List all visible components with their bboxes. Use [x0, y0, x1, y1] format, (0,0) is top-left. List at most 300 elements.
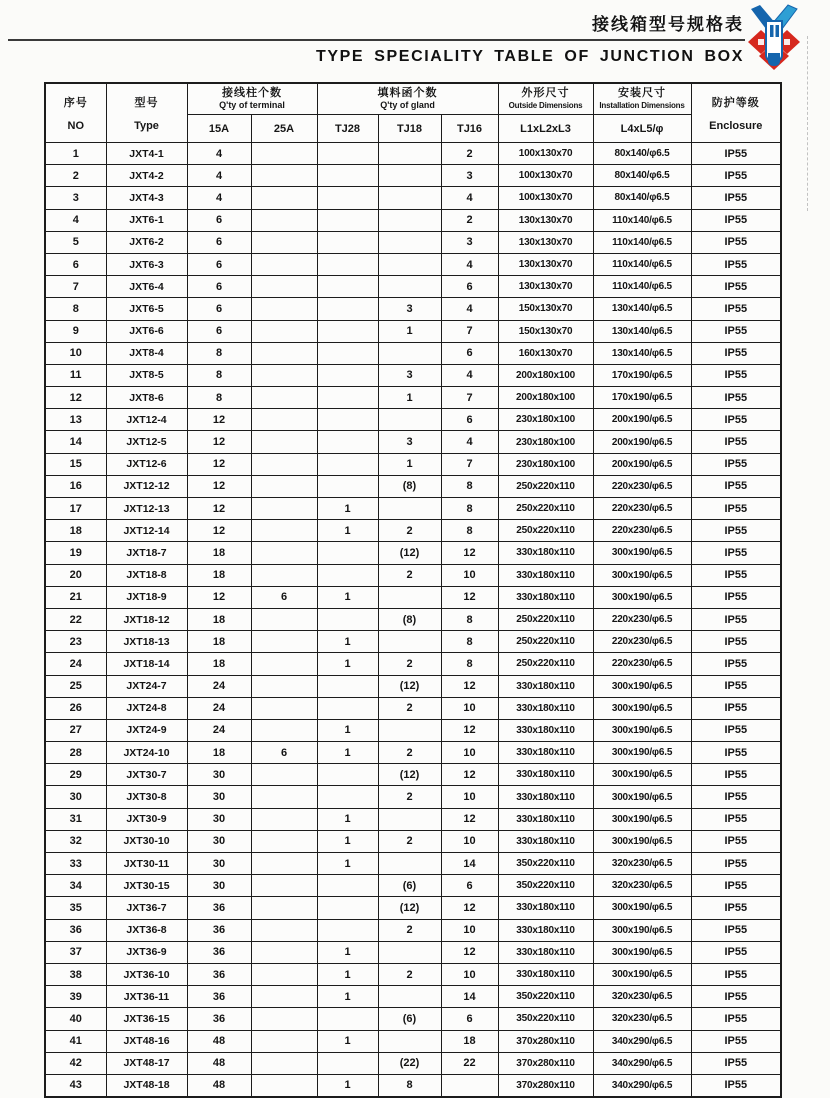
outside-dimensions-cell: 130x130x70 [498, 209, 593, 231]
outside-dimensions-cell: 330x180x110 [498, 586, 593, 608]
table-row [45, 631, 781, 653]
gland-tj16-cell: 3 [441, 165, 498, 187]
outside-dimensions-cell: 250x220x110 [498, 653, 593, 675]
gland-tj16-cell: 6 [441, 875, 498, 897]
gland-tj16-cell [441, 1074, 498, 1097]
gland-tj18-cell: (6) [378, 1008, 441, 1030]
outside-dimensions-cell: 250x220x110 [498, 475, 593, 497]
type-cell: JXT30-7 [106, 764, 187, 786]
outside-dimensions-cell: 330x180x110 [498, 897, 593, 919]
terminal-15a-cell: 30 [187, 875, 251, 897]
gland-tj28-cell [317, 697, 378, 719]
gland-tj18-cell: (8) [378, 475, 441, 497]
type-cell: JXT30-9 [106, 808, 187, 830]
gland-tj18-cell: 1 [378, 453, 441, 475]
installation-dimensions-cell: 220x230/φ6.5 [593, 520, 691, 542]
outside-dimensions-cell: 100x130x70 [498, 187, 593, 209]
installation-dimensions-cell: 80x140/φ6.5 [593, 187, 691, 209]
gland-tj16-cell: 14 [441, 986, 498, 1008]
gland-tj18-cell: 2 [378, 830, 441, 852]
row-number-cell: 42 [45, 1052, 106, 1074]
gland-tj18-cell: 3 [378, 431, 441, 453]
table-row [45, 542, 781, 564]
gland-tj28-cell: 1 [317, 719, 378, 741]
gland-tj28-cell: 1 [317, 941, 378, 963]
installation-dimensions-cell: 110x140/φ6.5 [593, 276, 691, 298]
gland-tj18-cell: 2 [378, 697, 441, 719]
header-gland-qty: 填料函个数 Q'ty of gland [317, 83, 498, 115]
terminal-15a-cell: 36 [187, 986, 251, 1008]
terminal-25a-cell [251, 808, 317, 830]
outside-dimensions-cell: 330x180x110 [498, 919, 593, 941]
gland-tj28-cell [317, 253, 378, 275]
terminal-25a-cell [251, 409, 317, 431]
installation-dimensions-cell: 300x190/φ6.5 [593, 941, 691, 963]
outside-dimensions-cell: 250x220x110 [498, 631, 593, 653]
table-row [45, 209, 781, 231]
enclosure-cell: IP55 [691, 1052, 781, 1074]
outside-dimensions-cell: 330x180x110 [498, 963, 593, 985]
terminal-15a-cell: 8 [187, 364, 251, 386]
terminal-25a-cell [251, 165, 317, 187]
outside-dimensions-cell: 200x180x100 [498, 364, 593, 386]
row-number-cell: 19 [45, 542, 106, 564]
type-cell: JXT48-17 [106, 1052, 187, 1074]
outside-dimensions-cell: 100x130x70 [498, 143, 593, 165]
terminal-25a-cell [251, 143, 317, 165]
enclosure-cell: IP55 [691, 475, 781, 497]
enclosure-cell: IP55 [691, 608, 781, 630]
type-cell: JXT4-3 [106, 187, 187, 209]
row-number-cell: 18 [45, 520, 106, 542]
header-installation-dimensions: 安装尺寸 Installation Dimensions [593, 83, 691, 115]
header-type: 型号 Type [106, 83, 187, 143]
gland-tj18-cell: 2 [378, 653, 441, 675]
terminal-15a-cell: 8 [187, 342, 251, 364]
terminal-15a-cell: 6 [187, 276, 251, 298]
installation-dimensions-cell: 130x140/φ6.5 [593, 342, 691, 364]
gland-tj16-cell: 12 [441, 897, 498, 919]
outside-dimensions-cell: 330x180x110 [498, 697, 593, 719]
installation-dimensions-cell: 220x230/φ6.5 [593, 608, 691, 630]
enclosure-cell: IP55 [691, 1074, 781, 1097]
outside-dimensions-cell: 130x130x70 [498, 231, 593, 253]
enclosure-cell: IP55 [691, 320, 781, 342]
installation-dimensions-cell: 340x290/φ6.5 [593, 1052, 691, 1074]
type-cell: JXT36-11 [106, 986, 187, 1008]
terminal-15a-cell: 12 [187, 475, 251, 497]
terminal-25a-cell [251, 675, 317, 697]
table-row [45, 919, 781, 941]
installation-dimensions-cell: 300x190/φ6.5 [593, 919, 691, 941]
gland-tj16-cell: 12 [441, 675, 498, 697]
type-cell: JXT36-9 [106, 941, 187, 963]
enclosure-cell: IP55 [691, 786, 781, 808]
gland-tj18-cell: 2 [378, 520, 441, 542]
gland-tj16-cell: 12 [441, 941, 498, 963]
outside-dimensions-cell: 100x130x70 [498, 165, 593, 187]
junction-box-spec-table [44, 82, 782, 1098]
row-number-cell: 14 [45, 431, 106, 453]
terminal-25a-cell: 6 [251, 586, 317, 608]
enclosure-cell: IP55 [691, 542, 781, 564]
gland-tj16-cell: 10 [441, 786, 498, 808]
outside-dimensions-cell: 250x220x110 [498, 520, 593, 542]
gland-tj18-cell [378, 941, 441, 963]
gland-tj16-cell: 8 [441, 608, 498, 630]
terminal-15a-cell: 30 [187, 853, 251, 875]
gland-tj18-cell [378, 631, 441, 653]
gland-tj16-cell: 22 [441, 1052, 498, 1074]
terminal-15a-cell: 6 [187, 298, 251, 320]
gland-tj18-cell: (12) [378, 897, 441, 919]
gland-tj28-cell [317, 564, 378, 586]
terminal-15a-cell: 12 [187, 453, 251, 475]
terminal-15a-cell: 30 [187, 830, 251, 852]
terminal-15a-cell: 12 [187, 586, 251, 608]
type-cell: JXT18-13 [106, 631, 187, 653]
type-cell: JXT18-14 [106, 653, 187, 675]
outside-dimensions-cell: 130x130x70 [498, 253, 593, 275]
installation-dimensions-cell: 320x230/φ6.5 [593, 875, 691, 897]
header-25a: 25A [251, 115, 317, 143]
gland-tj18-cell [378, 231, 441, 253]
table-row [45, 675, 781, 697]
table-row [45, 387, 781, 409]
table-row [45, 253, 781, 275]
type-cell: JXT6-6 [106, 320, 187, 342]
row-number-cell: 33 [45, 853, 106, 875]
gland-tj18-cell [378, 986, 441, 1008]
terminal-25a-cell [251, 542, 317, 564]
type-cell: JXT12-6 [106, 453, 187, 475]
installation-dimensions-cell: 220x230/φ6.5 [593, 631, 691, 653]
header-l4l5: L4xL5/φ [593, 115, 691, 143]
gland-tj28-cell: 1 [317, 808, 378, 830]
row-number-cell: 13 [45, 409, 106, 431]
terminal-15a-cell: 4 [187, 187, 251, 209]
table-row [45, 586, 781, 608]
gland-tj18-cell: 2 [378, 564, 441, 586]
row-number-cell: 30 [45, 786, 106, 808]
row-number-cell: 5 [45, 231, 106, 253]
gland-tj16-cell: 2 [441, 143, 498, 165]
gland-tj28-cell: 1 [317, 1074, 378, 1097]
enclosure-cell: IP55 [691, 342, 781, 364]
terminal-15a-cell: 24 [187, 719, 251, 741]
table-row [45, 342, 781, 364]
gland-tj16-cell: 10 [441, 697, 498, 719]
terminal-25a-cell [251, 364, 317, 386]
type-cell: JXT6-1 [106, 209, 187, 231]
type-cell: JXT30-10 [106, 830, 187, 852]
gland-tj18-cell: (22) [378, 1052, 441, 1074]
installation-dimensions-cell: 200x190/φ6.5 [593, 431, 691, 453]
gland-tj28-cell [317, 409, 378, 431]
gland-tj16-cell: 18 [441, 1030, 498, 1052]
installation-dimensions-cell: 320x230/φ6.5 [593, 853, 691, 875]
gland-tj28-cell: 1 [317, 498, 378, 520]
enclosure-cell: IP55 [691, 453, 781, 475]
table-row [45, 786, 781, 808]
type-cell: JXT8-6 [106, 387, 187, 409]
table-row [45, 1074, 781, 1097]
table-row [45, 1008, 781, 1030]
gland-tj28-cell [317, 298, 378, 320]
enclosure-cell: IP55 [691, 853, 781, 875]
page-title-cn: 接线箱型号规格表 [592, 15, 744, 34]
type-cell: JXT6-3 [106, 253, 187, 275]
table-row [45, 697, 781, 719]
gland-tj18-cell: (12) [378, 675, 441, 697]
type-cell: JXT4-2 [106, 165, 187, 187]
gland-tj28-cell [317, 143, 378, 165]
gland-tj16-cell: 6 [441, 342, 498, 364]
table-row [45, 608, 781, 630]
row-number-cell: 9 [45, 320, 106, 342]
row-number-cell: 20 [45, 564, 106, 586]
enclosure-cell: IP55 [691, 298, 781, 320]
enclosure-cell: IP55 [691, 830, 781, 852]
row-number-cell: 22 [45, 608, 106, 630]
gland-tj18-cell [378, 719, 441, 741]
fold-mark [807, 36, 808, 211]
enclosure-cell: IP55 [691, 653, 781, 675]
gland-tj18-cell: 1 [378, 320, 441, 342]
gland-tj18-cell [378, 143, 441, 165]
outside-dimensions-cell: 330x180x110 [498, 764, 593, 786]
gland-tj28-cell [317, 675, 378, 697]
terminal-25a-cell [251, 1008, 317, 1030]
gland-tj16-cell: 8 [441, 498, 498, 520]
gland-tj28-cell [317, 342, 378, 364]
outside-dimensions-cell: 230x180x100 [498, 453, 593, 475]
enclosure-cell: IP55 [691, 364, 781, 386]
gland-tj18-cell: (12) [378, 764, 441, 786]
row-number-cell: 15 [45, 453, 106, 475]
type-cell: JXT12-14 [106, 520, 187, 542]
gland-tj28-cell [317, 231, 378, 253]
gland-tj18-cell [378, 498, 441, 520]
row-number-cell: 4 [45, 209, 106, 231]
terminal-25a-cell [251, 697, 317, 719]
installation-dimensions-cell: 130x140/φ6.5 [593, 320, 691, 342]
row-number-cell: 40 [45, 1008, 106, 1030]
terminal-15a-cell: 24 [187, 697, 251, 719]
terminal-25a-cell [251, 253, 317, 275]
outside-dimensions-cell: 330x180x110 [498, 742, 593, 764]
enclosure-cell: IP55 [691, 387, 781, 409]
row-number-cell: 37 [45, 941, 106, 963]
gland-tj16-cell: 4 [441, 364, 498, 386]
row-number-cell: 7 [45, 276, 106, 298]
gland-tj28-cell: 1 [317, 830, 378, 852]
gland-tj18-cell [378, 409, 441, 431]
gland-tj28-cell: 1 [317, 963, 378, 985]
row-number-cell: 43 [45, 1074, 106, 1097]
table-row [45, 564, 781, 586]
outside-dimensions-cell: 370x280x110 [498, 1052, 593, 1074]
enclosure-cell: IP55 [691, 963, 781, 985]
gland-tj28-cell [317, 764, 378, 786]
terminal-15a-cell: 36 [187, 919, 251, 941]
type-cell: JXT12-5 [106, 431, 187, 453]
gland-tj28-cell [317, 786, 378, 808]
table-row [45, 1030, 781, 1052]
gland-tj28-cell [317, 897, 378, 919]
installation-dimensions-cell: 220x230/φ6.5 [593, 653, 691, 675]
gland-tj16-cell: 4 [441, 298, 498, 320]
terminal-15a-cell: 30 [187, 808, 251, 830]
type-cell: JXT12-12 [106, 475, 187, 497]
enclosure-cell: IP55 [691, 764, 781, 786]
installation-dimensions-cell: 110x140/φ6.5 [593, 209, 691, 231]
enclosure-cell: IP55 [691, 187, 781, 209]
gland-tj28-cell [317, 1052, 378, 1074]
gland-tj18-cell: (12) [378, 542, 441, 564]
installation-dimensions-cell: 170x190/φ6.5 [593, 387, 691, 409]
row-number-cell: 29 [45, 764, 106, 786]
gland-tj28-cell [317, 475, 378, 497]
header-terminal-qty: 接线柱个数 Q'ty of terminal [187, 83, 317, 115]
row-number-cell: 26 [45, 697, 106, 719]
gland-tj16-cell: 6 [441, 409, 498, 431]
gland-tj18-cell [378, 342, 441, 364]
terminal-15a-cell: 6 [187, 209, 251, 231]
installation-dimensions-cell: 170x190/φ6.5 [593, 364, 691, 386]
enclosure-cell: IP55 [691, 209, 781, 231]
enclosure-cell: IP55 [691, 276, 781, 298]
gland-tj16-cell: 12 [441, 808, 498, 830]
type-cell: JXT24-8 [106, 697, 187, 719]
row-number-cell: 34 [45, 875, 106, 897]
terminal-15a-cell: 6 [187, 231, 251, 253]
table-row [45, 764, 781, 786]
row-number-cell: 38 [45, 963, 106, 985]
gland-tj18-cell [378, 165, 441, 187]
table-row [45, 830, 781, 852]
enclosure-cell: IP55 [691, 675, 781, 697]
table-row [45, 453, 781, 475]
terminal-15a-cell: 12 [187, 520, 251, 542]
table-row [45, 475, 781, 497]
table-row [45, 986, 781, 1008]
outside-dimensions-cell: 130x130x70 [498, 276, 593, 298]
terminal-25a-cell [251, 875, 317, 897]
outside-dimensions-cell: 150x130x70 [498, 320, 593, 342]
gland-tj28-cell [317, 387, 378, 409]
type-cell: JXT24-9 [106, 719, 187, 741]
gland-tj16-cell: 8 [441, 631, 498, 653]
type-cell: JXT6-5 [106, 298, 187, 320]
terminal-25a-cell [251, 498, 317, 520]
gland-tj18-cell: 2 [378, 963, 441, 985]
gland-tj28-cell: 1 [317, 986, 378, 1008]
terminal-15a-cell: 48 [187, 1074, 251, 1097]
gland-tj16-cell: 10 [441, 830, 498, 852]
installation-dimensions-cell: 300x190/φ6.5 [593, 963, 691, 985]
gland-tj28-cell [317, 320, 378, 342]
gland-tj28-cell [317, 187, 378, 209]
type-cell: JXT24-7 [106, 675, 187, 697]
type-cell: JXT36-8 [106, 919, 187, 941]
header-no: 序号 NO [45, 83, 106, 143]
type-cell: JXT30-11 [106, 853, 187, 875]
terminal-25a-cell [251, 608, 317, 630]
terminal-25a-cell [251, 453, 317, 475]
gland-tj28-cell [317, 608, 378, 630]
terminal-25a-cell [251, 719, 317, 741]
terminal-25a-cell [251, 764, 317, 786]
row-number-cell: 17 [45, 498, 106, 520]
enclosure-cell: IP55 [691, 631, 781, 653]
terminal-15a-cell: 6 [187, 320, 251, 342]
enclosure-cell: IP55 [691, 564, 781, 586]
enclosure-cell: IP55 [691, 409, 781, 431]
header-15a: 15A [187, 115, 251, 143]
enclosure-cell: IP55 [691, 897, 781, 919]
gland-tj16-cell: 10 [441, 919, 498, 941]
row-number-cell: 27 [45, 719, 106, 741]
gland-tj16-cell: 4 [441, 253, 498, 275]
enclosure-cell: IP55 [691, 719, 781, 741]
terminal-25a-cell: 6 [251, 742, 317, 764]
table-row [45, 298, 781, 320]
enclosure-cell: IP55 [691, 808, 781, 830]
enclosure-cell: IP55 [691, 941, 781, 963]
gland-tj16-cell: 12 [441, 764, 498, 786]
gland-tj16-cell: 6 [441, 276, 498, 298]
table-row [45, 320, 781, 342]
table-row [45, 498, 781, 520]
row-number-cell: 36 [45, 919, 106, 941]
enclosure-cell: IP55 [691, 143, 781, 165]
header-outside-dimensions: 外形尺寸 Outside Dimensions [498, 83, 593, 115]
enclosure-cell: IP55 [691, 231, 781, 253]
gland-tj16-cell: 8 [441, 475, 498, 497]
installation-dimensions-cell: 300x190/φ6.5 [593, 830, 691, 852]
gland-tj16-cell: 10 [441, 564, 498, 586]
gland-tj28-cell [317, 1008, 378, 1030]
table-row [45, 364, 781, 386]
gland-tj16-cell: 7 [441, 320, 498, 342]
row-number-cell: 6 [45, 253, 106, 275]
gland-tj28-cell [317, 453, 378, 475]
type-cell: JXT12-13 [106, 498, 187, 520]
table-row [45, 653, 781, 675]
gland-tj16-cell: 12 [441, 542, 498, 564]
gland-tj18-cell [378, 276, 441, 298]
enclosure-cell: IP55 [691, 586, 781, 608]
table-row [45, 187, 781, 209]
gland-tj28-cell: 1 [317, 1030, 378, 1052]
installation-dimensions-cell: 220x230/φ6.5 [593, 498, 691, 520]
type-cell: JXT4-1 [106, 143, 187, 165]
enclosure-cell: IP55 [691, 498, 781, 520]
type-cell: JXT6-4 [106, 276, 187, 298]
terminal-25a-cell [251, 298, 317, 320]
gland-tj28-cell [317, 542, 378, 564]
terminal-25a-cell [251, 653, 317, 675]
installation-dimensions-cell: 300x190/φ6.5 [593, 786, 691, 808]
row-number-cell: 8 [45, 298, 106, 320]
terminal-15a-cell: 6 [187, 253, 251, 275]
terminal-25a-cell [251, 320, 317, 342]
row-number-cell: 10 [45, 342, 106, 364]
terminal-25a-cell [251, 231, 317, 253]
enclosure-cell: IP55 [691, 919, 781, 941]
enclosure-cell: IP55 [691, 165, 781, 187]
